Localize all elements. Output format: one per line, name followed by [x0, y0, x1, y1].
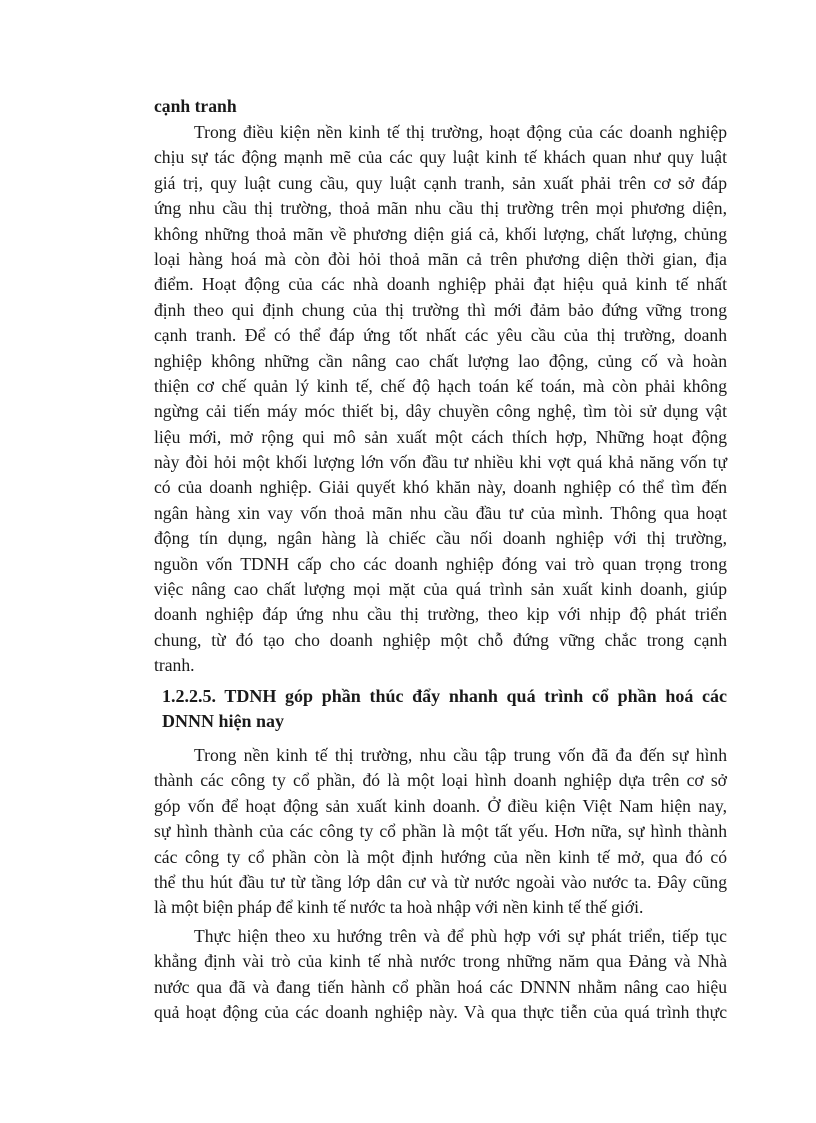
continuation-heading: cạnh tranh — [154, 96, 237, 116]
paragraph-1-line: ứng nhu cầu thị trường, thoả mãn nhu cầu thị trường trên mọi phương diện, — [154, 198, 727, 219]
paragraph-1-line: thiện cơ chế quản lý kinh tế, chế độ hạch toán kế toán, mà còn phải không — [154, 375, 727, 396]
paragraph-2-line: góp vốn để hoạt động sản xuất kinh doanh. Ở điều kiện Việt Nam hiện nay, — [154, 795, 727, 816]
paragraph-1-line: ngừng cải tiến máy móc thiết bị, dây chuyền công nghệ, tìm tòi sử dụng vật — [154, 401, 727, 422]
paragraph-1-line: ngân hàng xin vay vốn thoả mãn nhu cầu đầu tư của mình. Thông qua hoạt — [154, 502, 727, 523]
paragraph-1-line: định theo qui định chung của thị trường thì mới đảm bảo đứng vững trong — [154, 299, 727, 320]
paragraph-2-line: Trong nền kinh tế thị trường, nhu cầu tập trung vốn đã đa đến sự hình — [194, 745, 727, 765]
paragraph-1-line: không những thoả mãn về phương diện giá cả, khối lượng, chất lượng, chủng — [154, 223, 727, 244]
paragraph-3-line: nước qua đã và đang tiến hành cổ phần hoá các DNNN nhằm nâng cao hiệu — [154, 976, 727, 997]
paragraph-1-line: liệu mới, mở rộng qui mô sản xuất một cách thích hợp, Những hoạt động — [154, 426, 727, 447]
paragraph-1 — [154, 120, 727, 679]
paragraph-1-line: chung, từ đó tạo cho doanh nghiệp một chỗ đứng vững chắc trong cạnh — [154, 629, 727, 650]
paragraph-1-line: giá trị, quy luật cung cầu, quy luật cạnh tranh, sản xuất phải trên cơ sở đáp — [154, 172, 727, 193]
paragraph-1-line: nghiệp không những cần nâng cao chất lượng lao động, củng cố và hoàn — [154, 350, 727, 371]
paragraph-1-line: nguồn vốn TDNH cấp cho các doanh nghiệp đóng vai trò quan trọng trong — [154, 553, 727, 574]
paragraph-1-line: chịu sự tác động mạnh mẽ của các quy luật kinh tế khách quan như quy luật — [154, 147, 727, 168]
paragraph-1-line: cạnh tranh. Để có thể đáp ứng tốt nhất các yêu cầu của thị trường, doanh — [154, 325, 727, 346]
paragraph-2-line: sự hình thành của các công ty cổ phần là một tất yếu. Hơn nữa, sự hình thành — [154, 821, 727, 842]
paragraph-1-line: Trong điều kiện nền kinh tế thị trường, hoạt động của các doanh nghiệp — [194, 122, 727, 142]
section-heading — [162, 684, 727, 735]
paragraph-3-line: khẳng định vài trò của kinh tế nhà nước trong những năm qua Đảng và Nhà — [154, 951, 727, 972]
paragraph-2-line: các công ty cổ phần còn là một định hướng của nền kinh tế mở, qua đó có — [154, 846, 727, 867]
paragraph-2-line: thành các công ty cổ phần, đó là một loại hình doanh nghiệp dựa trên cơ sở — [154, 770, 727, 791]
paragraph-3-line: quả hoạt động của các doanh nghiệp này. Và qua thực tiễn của quá trình thực — [154, 1002, 727, 1023]
paragraph-1-line: động tín dụng, ngân hàng là chiếc cầu nối doanh nghiệp với thị trường, — [154, 528, 727, 549]
paragraph-1-line: điểm. Hoạt động của các nhà doanh nghiệp phải đạt hiệu quả kinh tế nhất — [154, 274, 727, 295]
paragraph-1-line: doanh nghiệp đáp ứng nhu cầu thị trường, theo kịp với nhịp độ phát triển — [154, 604, 727, 625]
paragraph-3 — [154, 924, 727, 1026]
paragraph-3-line: Thực hiện theo xu hướng trên và để phù hợp với sự phát triển, tiếp tục — [194, 926, 727, 946]
paragraph-1-line: tranh. — [154, 655, 195, 676]
paragraph-2-line: là một biện pháp để kinh tế nước ta hoà nhập với nền kinh tế thế giới. — [154, 897, 644, 918]
paragraph-2 — [154, 743, 727, 921]
section-heading-line: 1.2.2.5. TDNH góp phần thúc đẩy nhanh quá trình cổ phần hoá các — [162, 686, 727, 706]
paragraph-2-line: thể thu hút đầu tư từ tầng lớp dân cư và từ nước ngoài vào nước ta. Đây cũng — [154, 871, 727, 892]
paragraph-1-line: loại hàng hoá mà còn đòi hỏi thoả mãn cả trên phương diện thời gian, địa — [154, 248, 727, 269]
section-heading-line: DNNN hiện nay — [162, 711, 285, 732]
paragraph-1-line: này đòi hỏi một khối lượng lớn vốn đầu tư nhiều khi vợt quá khả năng vốn tự — [154, 452, 727, 473]
paragraph-1-line: việc nâng cao chất lượng mọi mặt của quá trình sản xuất kinh doanh, giúp — [154, 579, 727, 600]
paragraph-1-line: có của doanh nghiệp. Giải quyết khó khăn này, doanh nghiệp có thể tìm đến — [154, 477, 727, 498]
